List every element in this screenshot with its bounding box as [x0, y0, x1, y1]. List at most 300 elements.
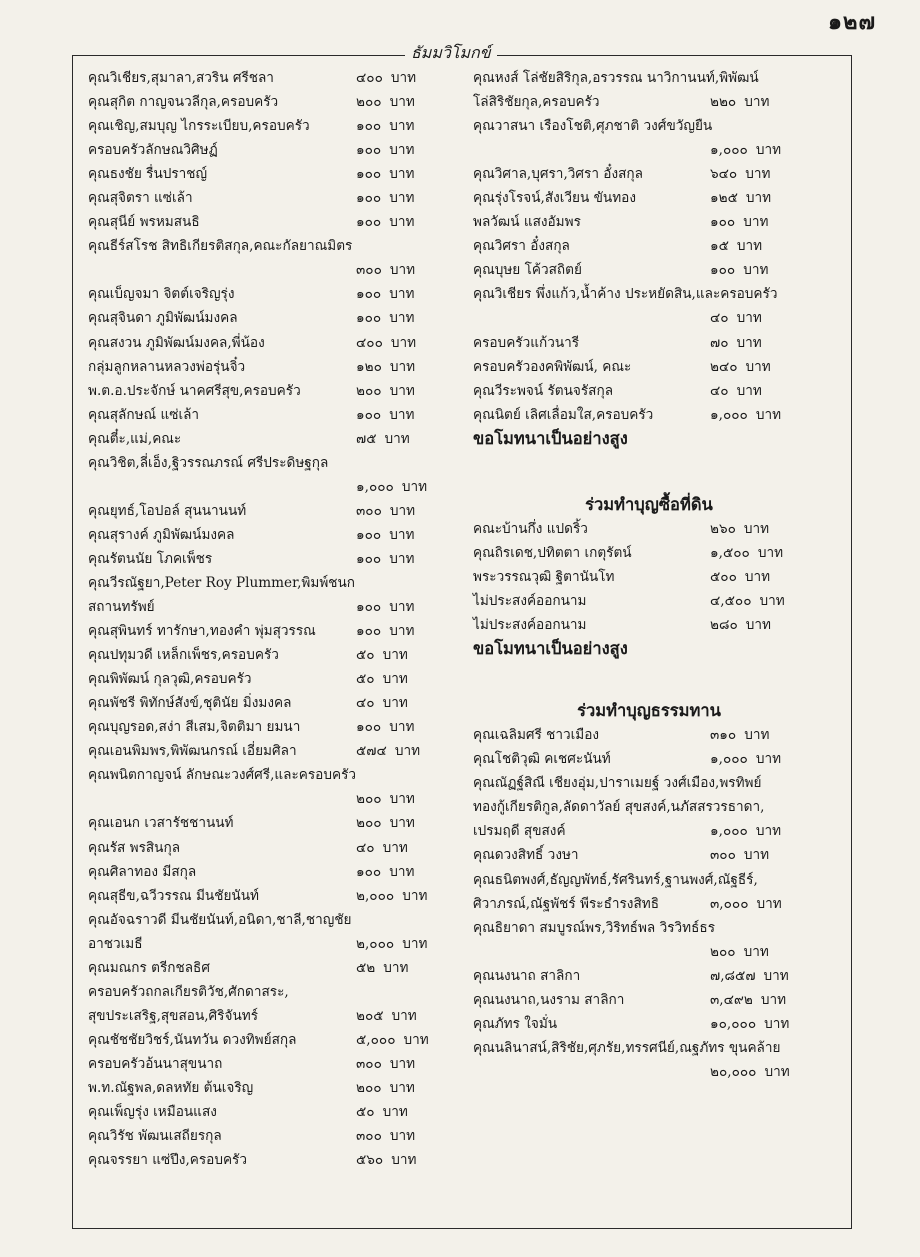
donor-row	[473, 90, 845, 114]
donor-name: คุณรัตนนัย โภคเพ็ชร	[88, 550, 213, 567]
donor-row	[88, 379, 460, 403]
donation-amount: ๑,๕๐๐	[710, 544, 750, 561]
donor-row	[88, 1076, 460, 1100]
donor-name: คุณนงนาถ,นงราม สาลิกา	[473, 991, 625, 1008]
donation-amount: ๑๐๐	[356, 623, 382, 640]
donation-amount: ๕๐	[356, 1104, 375, 1121]
thanks-heading-2: ขอโมทนาเป็นอย่างสูง	[473, 639, 628, 659]
amount-group	[356, 1076, 415, 1100]
donor-name: คุณดวงสิทธิ์ วงษา	[473, 847, 579, 864]
donation-amount: ๒๐๐	[356, 382, 382, 399]
currency-unit: บาท	[389, 550, 415, 567]
donation-amount: ๓,๔๙๒	[710, 991, 753, 1008]
currency-unit: บาท	[736, 310, 762, 327]
donor-name: คุณวิชิต,ลี่เอ็ง,ฐิวรรณภรณ์ ศรีประดิษฐกุล	[88, 454, 329, 471]
donor-row	[473, 306, 845, 330]
page-number: ๑๒๗	[827, 9, 876, 35]
currency-unit: บาท	[756, 895, 782, 912]
amount-group	[356, 499, 415, 523]
donation-amount: ๓๐๐	[356, 1128, 382, 1145]
amount-group	[356, 715, 414, 739]
donation-amount: ๔๐๐	[356, 334, 383, 351]
donor-name: โล่สิริชัยกุล,ครอบครัว	[473, 94, 600, 111]
donor-name: คุณสุธีข,ฉวีวรรณ มีนชัยนันท์	[88, 887, 259, 904]
amount-group	[710, 306, 762, 330]
amount-group	[356, 427, 410, 451]
donor-name: คุณนลินาสน์,สิริชัย,ศุภรัย,ทรรศนีย์,ณฐภัทร ขุนคล้าย	[473, 1039, 781, 1056]
currency-unit: บาท	[390, 70, 417, 86]
donor-row	[88, 66, 460, 90]
currency-unit: บาท	[743, 943, 769, 960]
donor-name: ไม่ประสงค์ออกนาม	[473, 617, 587, 634]
donor-row	[473, 186, 845, 210]
amount-group	[710, 723, 769, 747]
amount-group	[710, 403, 781, 427]
donation-amount: ๑๕	[710, 238, 729, 255]
donor-name: คุณสุกิต กาญจนวลีกุล,ครอบครัว	[88, 94, 279, 111]
amount-group	[710, 1012, 789, 1036]
donor-name: คณะบ้านกึ่ง แปดริ้ว	[473, 520, 588, 537]
amount-group	[356, 162, 414, 186]
donor-row	[88, 90, 460, 114]
amount-group	[710, 613, 771, 637]
donor-row	[473, 795, 845, 819]
donation-amount: ๑๐,๐๐๐	[710, 1015, 757, 1032]
currency-unit: บาท	[755, 751, 782, 768]
donation-amount: ๑๐๐	[356, 214, 382, 231]
amount-group	[710, 90, 769, 114]
donor-name: คุณธิยาดา สมบูรณ์พร,วิริทธ์พล วิรวิทธ์ธร	[473, 919, 715, 936]
amount-group	[356, 186, 414, 210]
donation-amount: ๕๐๐	[710, 568, 737, 585]
donor-name: คุณสุจิตรา แซ่เล้า	[88, 190, 193, 207]
donation-amount: ๑๐๐	[356, 599, 382, 616]
donor-row	[473, 771, 845, 795]
amount-group	[356, 739, 420, 763]
donation-amount: ๒๐๕	[356, 1007, 384, 1024]
donation-amount: ๒,๐๐๐	[356, 935, 395, 952]
currency-unit: บาท	[389, 1128, 416, 1145]
donor-row	[473, 258, 845, 282]
donor-row	[473, 355, 845, 379]
donor-row	[473, 589, 845, 613]
donor-name: คุณหงส์ โล่ชัยสิริกุล,อรวรรณ นาวิกานนท์,พิพัฒน์	[473, 70, 759, 86]
donation-amount: ๑,๐๐๐	[710, 406, 748, 423]
donation-amount: ๔๐	[710, 382, 729, 399]
amount-group	[710, 964, 789, 988]
currency-unit: บาท	[764, 1063, 790, 1080]
amount-group	[710, 819, 781, 843]
donor-row	[473, 964, 845, 988]
donor-name: กลุ่มลูกหลานหลวงพ่อรุ่นจิ๋ว	[88, 358, 246, 375]
donor-name: คุณอัจฉราวดี มีนชัยนันท์,อนิดา,ชาลี,ชาญชัย	[88, 911, 352, 928]
donor-name: คุณสุรางค์ ภูมิพัฒน์มงคล	[88, 526, 235, 543]
currency-unit: บาท	[389, 94, 415, 111]
currency-unit: บาท	[382, 839, 408, 856]
amount-group	[356, 956, 408, 980]
donation-amount: ๑๐๐	[356, 118, 382, 135]
currency-unit: บาท	[401, 478, 428, 495]
donation-amount: ๗,๘๕๗	[710, 967, 756, 984]
donor-name: คุณนงนาถ สาลิกา	[473, 967, 581, 984]
amount-group	[356, 667, 408, 691]
donation-amount: ๒๐๐	[356, 815, 382, 832]
amount-group	[710, 940, 769, 964]
amount-group	[356, 547, 414, 571]
donation-amount: ๔๐	[356, 695, 375, 712]
donor-row	[88, 571, 460, 595]
donor-row	[88, 739, 460, 763]
amount-group	[710, 565, 770, 589]
donor-row	[88, 763, 460, 787]
currency-unit: บาท	[389, 262, 416, 279]
donor-row	[88, 1028, 460, 1052]
donation-amount: ๗๕	[356, 430, 377, 447]
donation-amount: ๔๐	[710, 310, 729, 327]
donor-row	[88, 258, 460, 282]
donor-name: สถานทรัพย์	[88, 599, 155, 616]
donor-name: คุณศิลาทอง มีสกุล	[88, 863, 197, 880]
currency-unit: บาท	[389, 815, 415, 832]
donor-row	[473, 843, 845, 867]
amount-group	[356, 884, 427, 908]
amount-group	[356, 210, 414, 234]
currency-unit: บาท	[389, 1079, 415, 1096]
donation-amount: ๕๖๐	[356, 1152, 384, 1169]
currency-unit: บาท	[389, 142, 415, 159]
currency-unit: บาท	[755, 406, 782, 423]
currency-unit: บาท	[736, 334, 762, 351]
currency-unit: บาท	[389, 118, 415, 135]
right-column	[473, 66, 845, 1084]
donation-amount: ๒๐๐	[356, 1079, 382, 1096]
currency-unit: บาท	[389, 382, 415, 399]
donor-name: คุณสุลักษณ์ แซ่เล้า	[88, 406, 200, 423]
currency-unit: บาท	[390, 334, 417, 351]
donation-amount: ๒๒๐	[710, 94, 737, 111]
donor-row	[473, 940, 845, 964]
section-land-title: ร่วมทำบุญซื้อที่ดิน	[585, 494, 713, 514]
amount-group	[356, 1124, 415, 1148]
currency-unit: บาท	[389, 526, 415, 543]
donor-row	[473, 114, 845, 138]
currency-unit: บาท	[382, 671, 408, 688]
currency-unit: บาท	[402, 887, 428, 904]
donation-amount: ๑๐๐	[710, 214, 736, 231]
donation-amount: ๕,๐๐๐	[356, 1031, 396, 1048]
donor-name: คุณถิรเดช,ปทิตตา เกตุรัตน์	[473, 544, 632, 561]
donation-amount: ๑๐๐	[710, 262, 736, 279]
donor-row	[473, 868, 845, 892]
currency-unit: บาท	[383, 959, 409, 976]
donor-row	[88, 282, 460, 306]
donor-name: คุณวิศรา อั๋งสกุล	[473, 238, 570, 255]
donor-row	[473, 234, 845, 258]
donor-row	[88, 234, 460, 258]
donor-name: คุณปทุมวดี เหล็กเพ็ชร,ครอบครัว	[88, 647, 279, 664]
donor-row	[88, 595, 460, 619]
left-column	[88, 66, 460, 1172]
amount-group	[356, 1148, 416, 1172]
amount-group	[710, 988, 786, 1012]
donor-name: คุณวิรัช พัฒนเสถียรกุล	[88, 1128, 222, 1145]
donation-amount: ๑,๐๐๐	[710, 823, 748, 840]
donor-row	[473, 1036, 845, 1060]
amount-group	[356, 379, 415, 403]
currency-unit: บาท	[736, 238, 763, 255]
donor-name: คุณภัทร ใจมั่น	[473, 1015, 558, 1032]
donor-row	[473, 1012, 845, 1036]
amount-group	[710, 843, 769, 867]
donor-row	[473, 565, 845, 589]
donation-amount: ๑๐๐	[356, 526, 382, 543]
amount-group	[356, 403, 414, 427]
donor-name: คุณตี๋ะ,แม่,คณะ	[88, 430, 182, 447]
currency-unit: บาท	[389, 1055, 416, 1072]
currency-unit: บาท	[744, 568, 771, 585]
amount-group	[710, 186, 771, 210]
amount-group	[356, 355, 415, 379]
donor-row	[88, 162, 460, 186]
donor-row	[88, 427, 460, 451]
donor-row	[88, 908, 460, 932]
donor-row	[88, 523, 460, 547]
thanks-heading: ขอโมทนาเป็นอย่างสูง	[473, 428, 628, 448]
donor-row	[88, 884, 460, 908]
currency-unit: บาท	[389, 406, 415, 423]
amount-group	[710, 234, 762, 258]
amount-group	[356, 1052, 415, 1076]
currency-unit: บาท	[763, 967, 789, 984]
donor-name: คุณธงชัย รื่นปราชญ์	[88, 166, 208, 183]
donation-amount: ๑๐๐	[356, 719, 382, 736]
currency-unit: บาท	[743, 262, 769, 279]
donor-row	[473, 541, 845, 565]
donor-name: คุณพิพัฒน์ กุลวุฒิ,ครอบครัว	[88, 671, 252, 688]
donor-row	[88, 643, 460, 667]
donor-name: คุณบุษย โค้วสถิตย์	[473, 262, 582, 279]
currency-unit: บาท	[389, 791, 415, 808]
donor-row	[473, 162, 845, 186]
amount-group	[356, 66, 416, 90]
amount-group	[356, 811, 415, 835]
amount-group	[710, 892, 782, 916]
amount-group	[710, 517, 769, 541]
currency-unit: บาท	[755, 142, 782, 159]
donor-name: คุณรัส พรสินกุล	[88, 839, 181, 856]
donor-row	[473, 892, 845, 916]
donation-amount: ๓,๐๐๐	[710, 895, 749, 912]
donor-row	[88, 210, 460, 234]
currency-unit: บาท	[745, 617, 771, 634]
currency-unit: บาท	[743, 847, 770, 864]
donation-amount: ๖๔๐	[710, 166, 738, 183]
amount-group	[356, 306, 414, 330]
donation-amount: ๑๐๐	[356, 406, 382, 423]
currency-unit: บาท	[744, 94, 770, 111]
donor-row	[473, 988, 845, 1012]
donation-amount: ๒,๐๐๐	[356, 887, 395, 904]
donation-amount: ๑๐๐	[356, 190, 382, 207]
currency-unit: บาท	[757, 544, 784, 561]
donor-row	[88, 932, 460, 956]
donation-amount: ๓๐๐	[356, 502, 382, 519]
donor-name: คุณสุนีย์ พรหมสนธิ	[88, 214, 200, 231]
donor-name: คุณวีระพจน์ รัตนจรัสกุล	[473, 382, 614, 399]
donor-row	[473, 282, 845, 306]
amount-group	[356, 1100, 408, 1124]
donation-amount: ๒๐๐	[356, 94, 382, 111]
donor-row	[473, 723, 845, 747]
donor-name: ครอบครัวแก้วนารี	[473, 334, 580, 351]
currency-unit: บาท	[755, 823, 782, 840]
amount-group	[710, 355, 771, 379]
donor-row	[88, 331, 460, 355]
donation-amount: ๕๐	[356, 647, 375, 664]
donor-name: คุณเอนพิมพร,พิพัฒนกรณ์ เอี่ยมศิลา	[88, 743, 297, 760]
currency-unit: บาท	[389, 190, 415, 207]
amount-group	[356, 932, 427, 956]
donor-name: คุณธีร์สโรช สิทธิเกียรติสกุล,คณะกัลยาณมิตร	[88, 238, 353, 255]
amount-group	[356, 523, 414, 547]
amount-group	[356, 258, 415, 282]
donor-row	[473, 819, 845, 843]
donor-name: คุณพนิตกาญจน์ ลักษณะวงศ์ศรี,และครอบครัว	[88, 767, 357, 784]
amount-group	[710, 138, 781, 162]
amount-group	[710, 162, 770, 186]
page-header: ธัมมวิโมกข์	[405, 41, 497, 66]
donor-row	[473, 379, 845, 403]
donor-name: คุณชัชชัยวิชร์,นันทวัน ดวงทิพย์สกุล	[88, 1031, 297, 1048]
donation-amount: ๔๐๐	[356, 70, 383, 86]
amount-group	[356, 90, 415, 114]
donor-name: คุณมณกร ตรีกชลธิศ	[88, 959, 210, 976]
donor-name: สุขประเสริฐ,สุขสอน,ศิริจันทร์	[88, 1007, 259, 1024]
currency-unit: บาท	[391, 1152, 417, 1169]
donation-amount: ๑๐๐	[356, 286, 382, 303]
donor-row	[88, 186, 460, 210]
donation-amount: ๑,๐๐๐	[710, 142, 748, 159]
donation-amount: ๑๐๐	[356, 550, 382, 567]
donation-amount: ๑,๐๐๐	[356, 478, 394, 495]
donation-amount: ๗๐	[710, 334, 729, 351]
currency-unit: บาท	[389, 166, 415, 183]
donor-name: คุณพัชรี พิทักษ์สังข์,ชุตินัย มิ่งมงคล	[88, 695, 292, 712]
donor-name: คุณเชิญ,สมบุญ ไกรระเบียบ,ครอบครัว	[88, 118, 310, 135]
donor-row	[88, 811, 460, 835]
donation-amount: ๒๔๐	[710, 358, 738, 375]
donor-row	[473, 331, 845, 355]
amount-group	[710, 541, 783, 565]
donor-name: พ.ต.อ.ประจักษ์ นาคศรีสุข,ครอบครัว	[88, 382, 301, 399]
donor-name: พลวัฒน์ แสงอัมพร	[473, 214, 581, 231]
donation-amount: ๕๐	[356, 671, 375, 688]
donation-amount: ๓๐๐	[356, 262, 382, 279]
donor-name: คุณณัฏฐ์สิณี เชียงอุ่ม,ปาราเมยฐ์ วงศ์เมือง,พรทิพย์	[473, 775, 762, 792]
currency-unit: บาท	[391, 1007, 417, 1024]
donation-amount: ๓๐๐	[710, 847, 736, 864]
currency-unit: บาท	[736, 382, 762, 399]
amount-group	[356, 282, 414, 306]
amount-group	[710, 258, 768, 282]
amount-group	[356, 691, 408, 715]
donation-amount: ๑๐๐	[356, 310, 382, 327]
currency-unit: บาท	[745, 190, 772, 207]
donor-name: คุณเบ็ญจมา จิตต์เจริญรุ่ง	[88, 286, 235, 303]
amount-group	[710, 1060, 790, 1084]
currency-unit: บาท	[389, 214, 415, 231]
currency-unit: บาท	[389, 719, 415, 736]
donor-row	[473, 613, 845, 637]
donor-row	[88, 715, 460, 739]
donor-name: คุณยุทธ์,โอปอล์ สุนนานนท์	[88, 502, 247, 519]
amount-group	[710, 379, 762, 403]
amount-group	[356, 1004, 417, 1028]
donation-amount: ๔,๕๐๐	[710, 592, 752, 609]
donation-amount: ๒๐๐	[710, 943, 736, 960]
donor-row	[473, 66, 845, 90]
donor-name: ทองกู้เกียรติกูล,ลัดดาวัลย์ สุขสงค์,นภัสสรวรธาดา,	[473, 799, 765, 816]
currency-unit: บาท	[382, 1104, 408, 1121]
donor-name: คุณวิเชียร พึ่งแก้ว,น้ำค้าง ประหยัดสิน,และครอบครัว	[473, 286, 778, 303]
amount-group	[356, 787, 415, 811]
currency-unit: บาท	[745, 166, 771, 183]
currency-unit: บาท	[389, 863, 415, 880]
donor-name: ครอบครัวองคพิพัฒน์, คณะ	[473, 358, 632, 375]
donor-row	[473, 517, 845, 541]
currency-unit: บาท	[382, 647, 408, 664]
donor-row	[88, 1004, 460, 1028]
donation-amount: ๒๖๐	[710, 520, 736, 537]
donor-name: คุณรุ่งโรจน์,สังเวียน ขันทอง	[473, 190, 636, 207]
currency-unit: บาท	[745, 358, 771, 375]
currency-unit: บาท	[743, 214, 769, 231]
donor-name: เปรมฤดี สุขสงค์	[473, 823, 566, 840]
currency-unit: บาท	[389, 358, 416, 375]
donation-amount: ๒๘๐	[710, 617, 738, 634]
donation-amount: ๑๒๐	[356, 358, 382, 375]
section-dhamma-title: ร่วมทำบุญธรรมทาน	[577, 701, 721, 721]
donor-name: ไม่ประสงค์ออกนาม	[473, 592, 587, 609]
donor-row	[473, 916, 845, 940]
donation-amount: ๕๒	[356, 959, 376, 976]
donor-row	[88, 956, 460, 980]
donor-name: พระวรรณวุฒิ ฐิตานันโท	[473, 568, 615, 585]
donor-name: คุณวาสนา เรืองโชติ,ศุภชาติ วงศ์ขวัญยืน	[473, 118, 713, 135]
amount-group	[356, 643, 408, 667]
currency-unit: บาท	[760, 991, 787, 1008]
donation-amount: ๕๗๔	[356, 743, 387, 760]
amount-group	[710, 210, 768, 234]
donor-row	[473, 210, 845, 234]
donor-name: ครอบครัวถกลเกียรติวัช,ศักดาสระ,	[88, 983, 289, 1000]
donor-name: คุณธนิตพงศ์,ธัญญพัทธ์,รัศรินทร์,ฐานพงศ์,ณัฐธีร์,	[473, 871, 758, 888]
donor-name: คุณโชติวุฒิ คเชศะนันท์	[473, 751, 611, 768]
amount-group	[710, 589, 785, 613]
donation-amount: ๑๒๕	[710, 190, 738, 207]
donor-name: อาชวเมธี	[88, 935, 143, 952]
donor-name: คุณวิศาล,บุศรา,วิศรา อั๋งสกุล	[473, 166, 643, 183]
donor-row	[88, 619, 460, 643]
amount-group	[356, 860, 414, 884]
currency-unit: บาท	[744, 727, 770, 744]
donor-name: คุณจรรยา แซ่ปึง,ครอบครัว	[88, 1152, 247, 1169]
amount-group	[356, 138, 414, 162]
donor-row	[88, 860, 460, 884]
currency-unit: บาท	[384, 430, 410, 447]
amount-group	[356, 114, 414, 138]
donor-row	[88, 475, 460, 499]
